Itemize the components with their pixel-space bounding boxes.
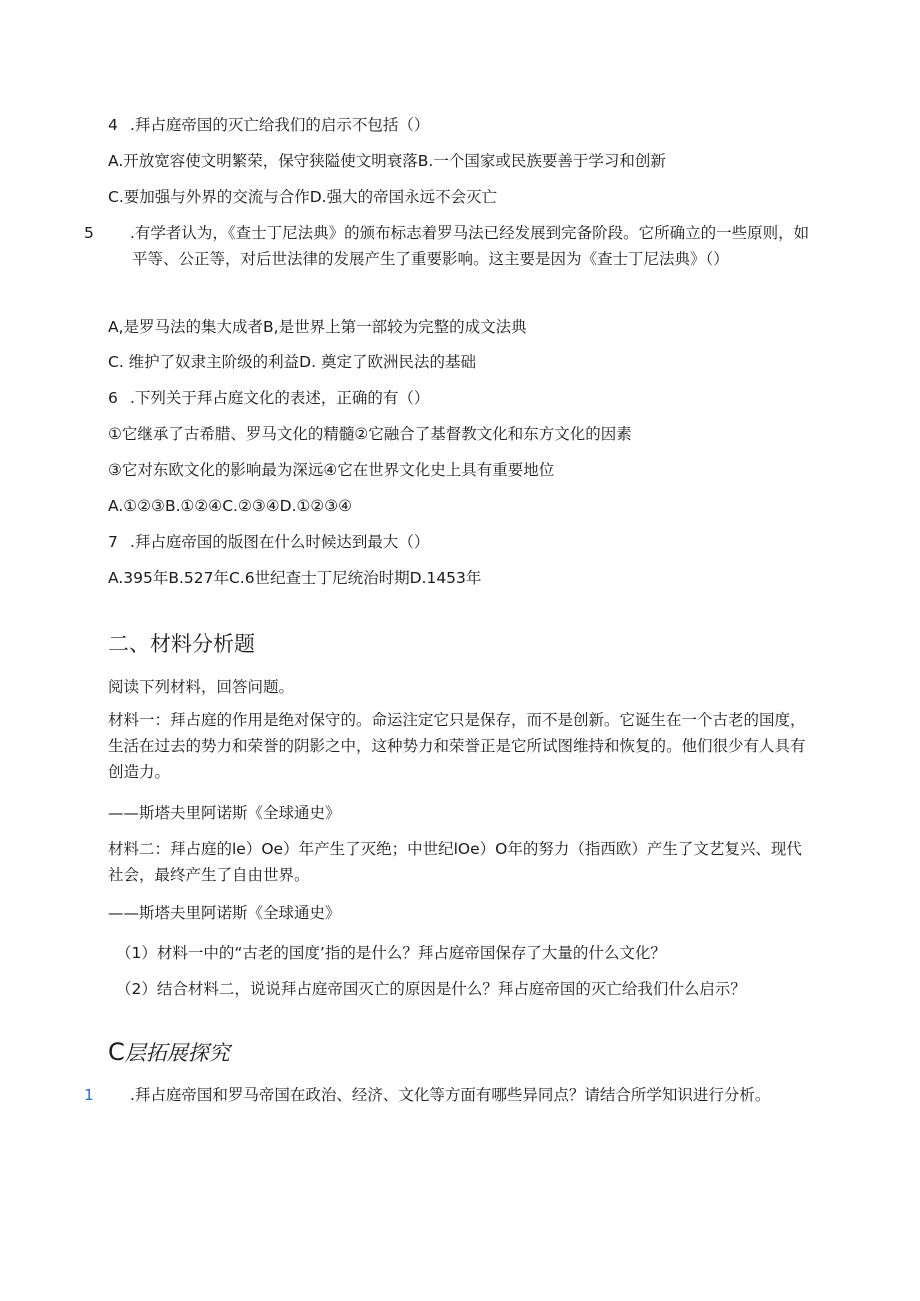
material-2: 材料二：拜占庭的le）Oe）年产生了灭绝；中世纪lOe）O年的努力（指西欧）产生了文艺复兴、现代社会，最终产生了自由世界。 [108, 840, 802, 884]
question-stem: .有学者认为，《查士丁尼法典》的颁布标志着罗马法已经发展到完备阶段。它所确立的一些原则，如平等、公正等，对后世法律的发展产生了重要影响。这主要是因为《查士丁尼法典》（） [130, 224, 810, 268]
question-stem: .拜占庭帝国的版图在什么时候达到最大（） [130, 533, 430, 551]
question-5-options-2: C. 维护了奴隶主阶级的利益D. 奠定了欧洲民法的基础 [108, 353, 476, 371]
question-6-options: A.①②③B.①②④C.②③④D.①②③④ [108, 497, 353, 515]
material-1: 材料一：拜占庭的作用是绝对保守的。命运注定它只是保存，而不是创新。它诞生在一个古老的国度，生活在过去的势力和荣誉的阴影之中，这种势力和荣誉正是它所试图维持和恢复的。他们很少有人具有创造力。 [108, 711, 806, 781]
question-stem: .拜占庭帝国和罗马帝国在政治、经济、文化等方面有哪些异同点？请结合所学知识进行分析。 [130, 1086, 771, 1104]
question-6 [108, 385, 830, 411]
question-6-statement-2: ③它对东欧文化的影响最为深远④它在世界文化史上具有重要地位 [108, 461, 555, 479]
question-5 [84, 220, 812, 272]
section-b-intro: 阅读下列材料，回答问题。 [108, 678, 295, 696]
question-stem: .下列关于拜占庭文化的表述，正确的有（） [130, 389, 430, 407]
section-c-letter: C [108, 1038, 125, 1066]
question-number: 7 [108, 533, 118, 551]
sub-question-1: （1）材料一中的“古老的国度’指的是什么？拜占庭帝国保存了大量的什么文化？ [116, 944, 666, 962]
material-2-source: ——斯塔夫里阿诺斯《全球通史》 [108, 904, 341, 922]
material-1-source: ——斯塔夫里阿诺斯《全球通史》 [108, 804, 341, 822]
section-c-title-text: 层拓展探究 [124, 1041, 230, 1065]
question-stem: .拜占庭帝国的灭亡给我们的启示不包括（） [130, 116, 430, 134]
question-4-options-1: A.开放宽容使文明繁荣，保守狭隘使文明衰落B.一个国家或民族要善于学习和创新 [108, 152, 666, 170]
sub-question-2: （2）结合材料二，说说拜占庭帝国灭亡的原因是什么？拜占庭帝国的灭亡给我们什么启示？ [116, 980, 746, 998]
question-4 [108, 112, 830, 138]
question-number: 5 [84, 224, 94, 242]
section-b-title: 二、材料分析题 [108, 632, 255, 656]
question-5-options-1: A,是罗马法的集大成者B,是世界上第一部较为完整的成文法典 [108, 318, 527, 336]
question-number: 6 [108, 389, 118, 407]
question-7-options: A.395年B.527年C.6世纪查士丁尼统治时期D.1453年 [108, 569, 482, 587]
question-number: 1 [84, 1086, 94, 1104]
question-6-statement-1: ①它继承了古希腊、罗马文化的精髓②它融合了基督教文化和东方文化的因素 [108, 425, 632, 443]
question-7 [108, 529, 830, 555]
question-c-1 [84, 1082, 812, 1108]
question-4-options-2: C.要加强与外界的交流与合作D.强大的帝国永远不会灭亡 [108, 188, 498, 206]
question-number: 4 [108, 116, 118, 134]
section-c-title [108, 1037, 230, 1068]
